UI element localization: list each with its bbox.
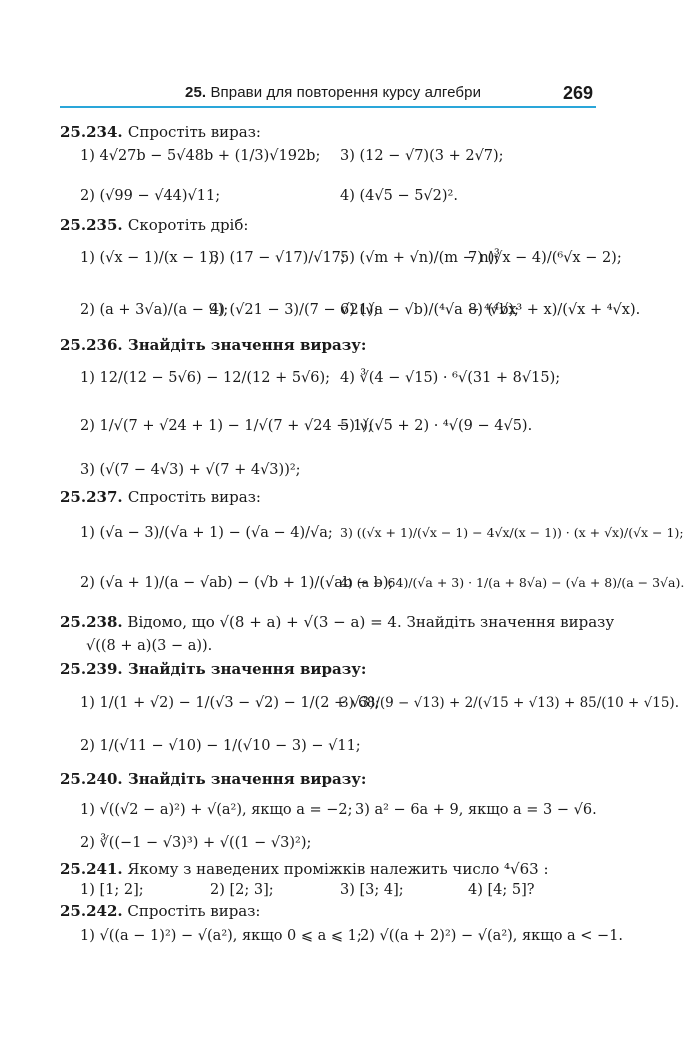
p241-option-2: 2) [2; 3]; (210, 882, 274, 898)
p235-item-4: 4) (√21 − 3)/(7 − √21); (210, 302, 379, 318)
p239-item-3: 3) 68/(9 − √13) + 2/(√15 + √13) + 85/(10 + √15). (340, 695, 679, 711)
p240-item-3: 3) a² − 6a + 9, якщо a = 3 − √6. (355, 802, 597, 818)
p236-item-3: 3) (√(7 − 4√3) + √(7 + 4√3))²; (80, 462, 301, 478)
p237-item-3: 3) ((√x + 1)/(√x − 1) − 4√x/(x − 1)) · (x + √x)/(√x − 1); (340, 525, 684, 540)
p236-item-4: 4) ∛(4 − √15) · ⁶√(31 + 8√15); (340, 370, 561, 386)
problem-25-236: 25.236. Знайдіть значення виразу: (60, 336, 367, 354)
p235-item-6: 6) (√a − √b)/(⁴√a − ⁴√b); (340, 302, 520, 318)
header-rule (60, 106, 596, 108)
problem-25-241: 25.241. Якому з наведених проміжків належить число ⁴√63 : (60, 860, 549, 878)
p236-item-2: 2) 1/√(7 + √24 + 1) − 1/√(7 + √24 − 1); (80, 418, 373, 434)
p234-item-4: 4) (4√5 − 5√2)². (340, 188, 458, 204)
p236-item-1: 1) 12/(12 − 5√6) − 12/(12 + 5√6); (80, 370, 331, 386)
problem-25-239: 25.239. Знайдіть значення виразу: (60, 660, 367, 678)
p239-item-1: 1) 1/(1 + √2) − 1/(√3 − √2) − 1/(2 + √3); (80, 695, 380, 711)
p237-item-4: 4) (a − 64)/(√a + 3) · 1/(a + 8√a) − (√a + 8)/(a − 3√a). (340, 575, 685, 590)
p240-item-2: 2) ∛((−1 − √3)³) + √((1 − √3)²); (80, 835, 312, 851)
p235-item-5: 5) (√m + √n)/(m − n); (340, 250, 500, 266)
p241-option-1: 1) [1; 2]; (80, 882, 144, 898)
p241-option-3: 3) [3; 4]; (340, 882, 404, 898)
p242-item-1: 1) √((a − 1)²) − √(a²), якщо 0 ⩽ a ⩽ 1; (80, 928, 362, 944)
page-number: 269 (562, 83, 593, 103)
problem-25-235: 25.235. Скоротіть дріб: (60, 216, 249, 234)
p242-item-2: 2) √((a + 2)²) − √(a²), якщо a < −1. (360, 928, 624, 944)
p237-item-1: 1) (√a − 3)/(√a + 1) − (√a − 4)/√a; (80, 525, 333, 541)
problem-25-240: 25.240. Знайдіть значення виразу: (60, 770, 367, 788)
p237-item-2: 2) (√a + 1)/(a − √ab) − (√b + 1)/(√ab − b); (80, 575, 394, 591)
problem-25-242: 25.242. Спростіть вираз: (60, 902, 261, 920)
p235-item-2: 2) (a + 3√a)/(a − 9); (80, 302, 229, 318)
p234-item-3: 3) (12 − √7)(3 + 2√7); (340, 148, 504, 164)
page-header (60, 84, 595, 108)
p238-text-2: √((8 + a)(3 − a)). (86, 638, 213, 654)
problem-25-238: 25.238. Відомо, що √(8 + a) + √(3 − a) = 4. Знайдіть значення виразу (60, 613, 615, 631)
p236-item-5: 5) √(√5 + 2) · ⁴√(9 − 4√5). (340, 418, 533, 434)
problem-25-234: 25.234. Спростіть вираз: (60, 123, 261, 141)
problem-25-237: 25.237. Спростіть вираз: (60, 488, 261, 506)
p235-item-1: 1) (√x − 1)/(x − 1); (80, 250, 219, 266)
p235-item-7: 7) (∛x − 4)/(⁶√x − 2); (468, 250, 622, 266)
p240-item-1: 1) √((√2 − a)²) + √(a²), якщо a = −2; (80, 802, 353, 818)
p235-item-3: 3) (17 − √17)/√17; (210, 250, 346, 266)
section-title: 25. Вправи для повторення курсу алгебри (185, 84, 482, 101)
p234-item-2: 2) (√99 − √44)√11; (80, 188, 221, 204)
p235-item-8: 8) (⁴√x³ + x)/(√x + ⁴√x). (468, 302, 641, 318)
p234-item-1: 1) 4√27b − 5√48b + (1/3)√192b; (80, 148, 321, 164)
p239-item-2: 2) 1/(√11 − √10) − 1/(√10 − 3) − √11; (80, 738, 361, 754)
p241-option-4: 4) [4; 5]? (468, 882, 535, 898)
